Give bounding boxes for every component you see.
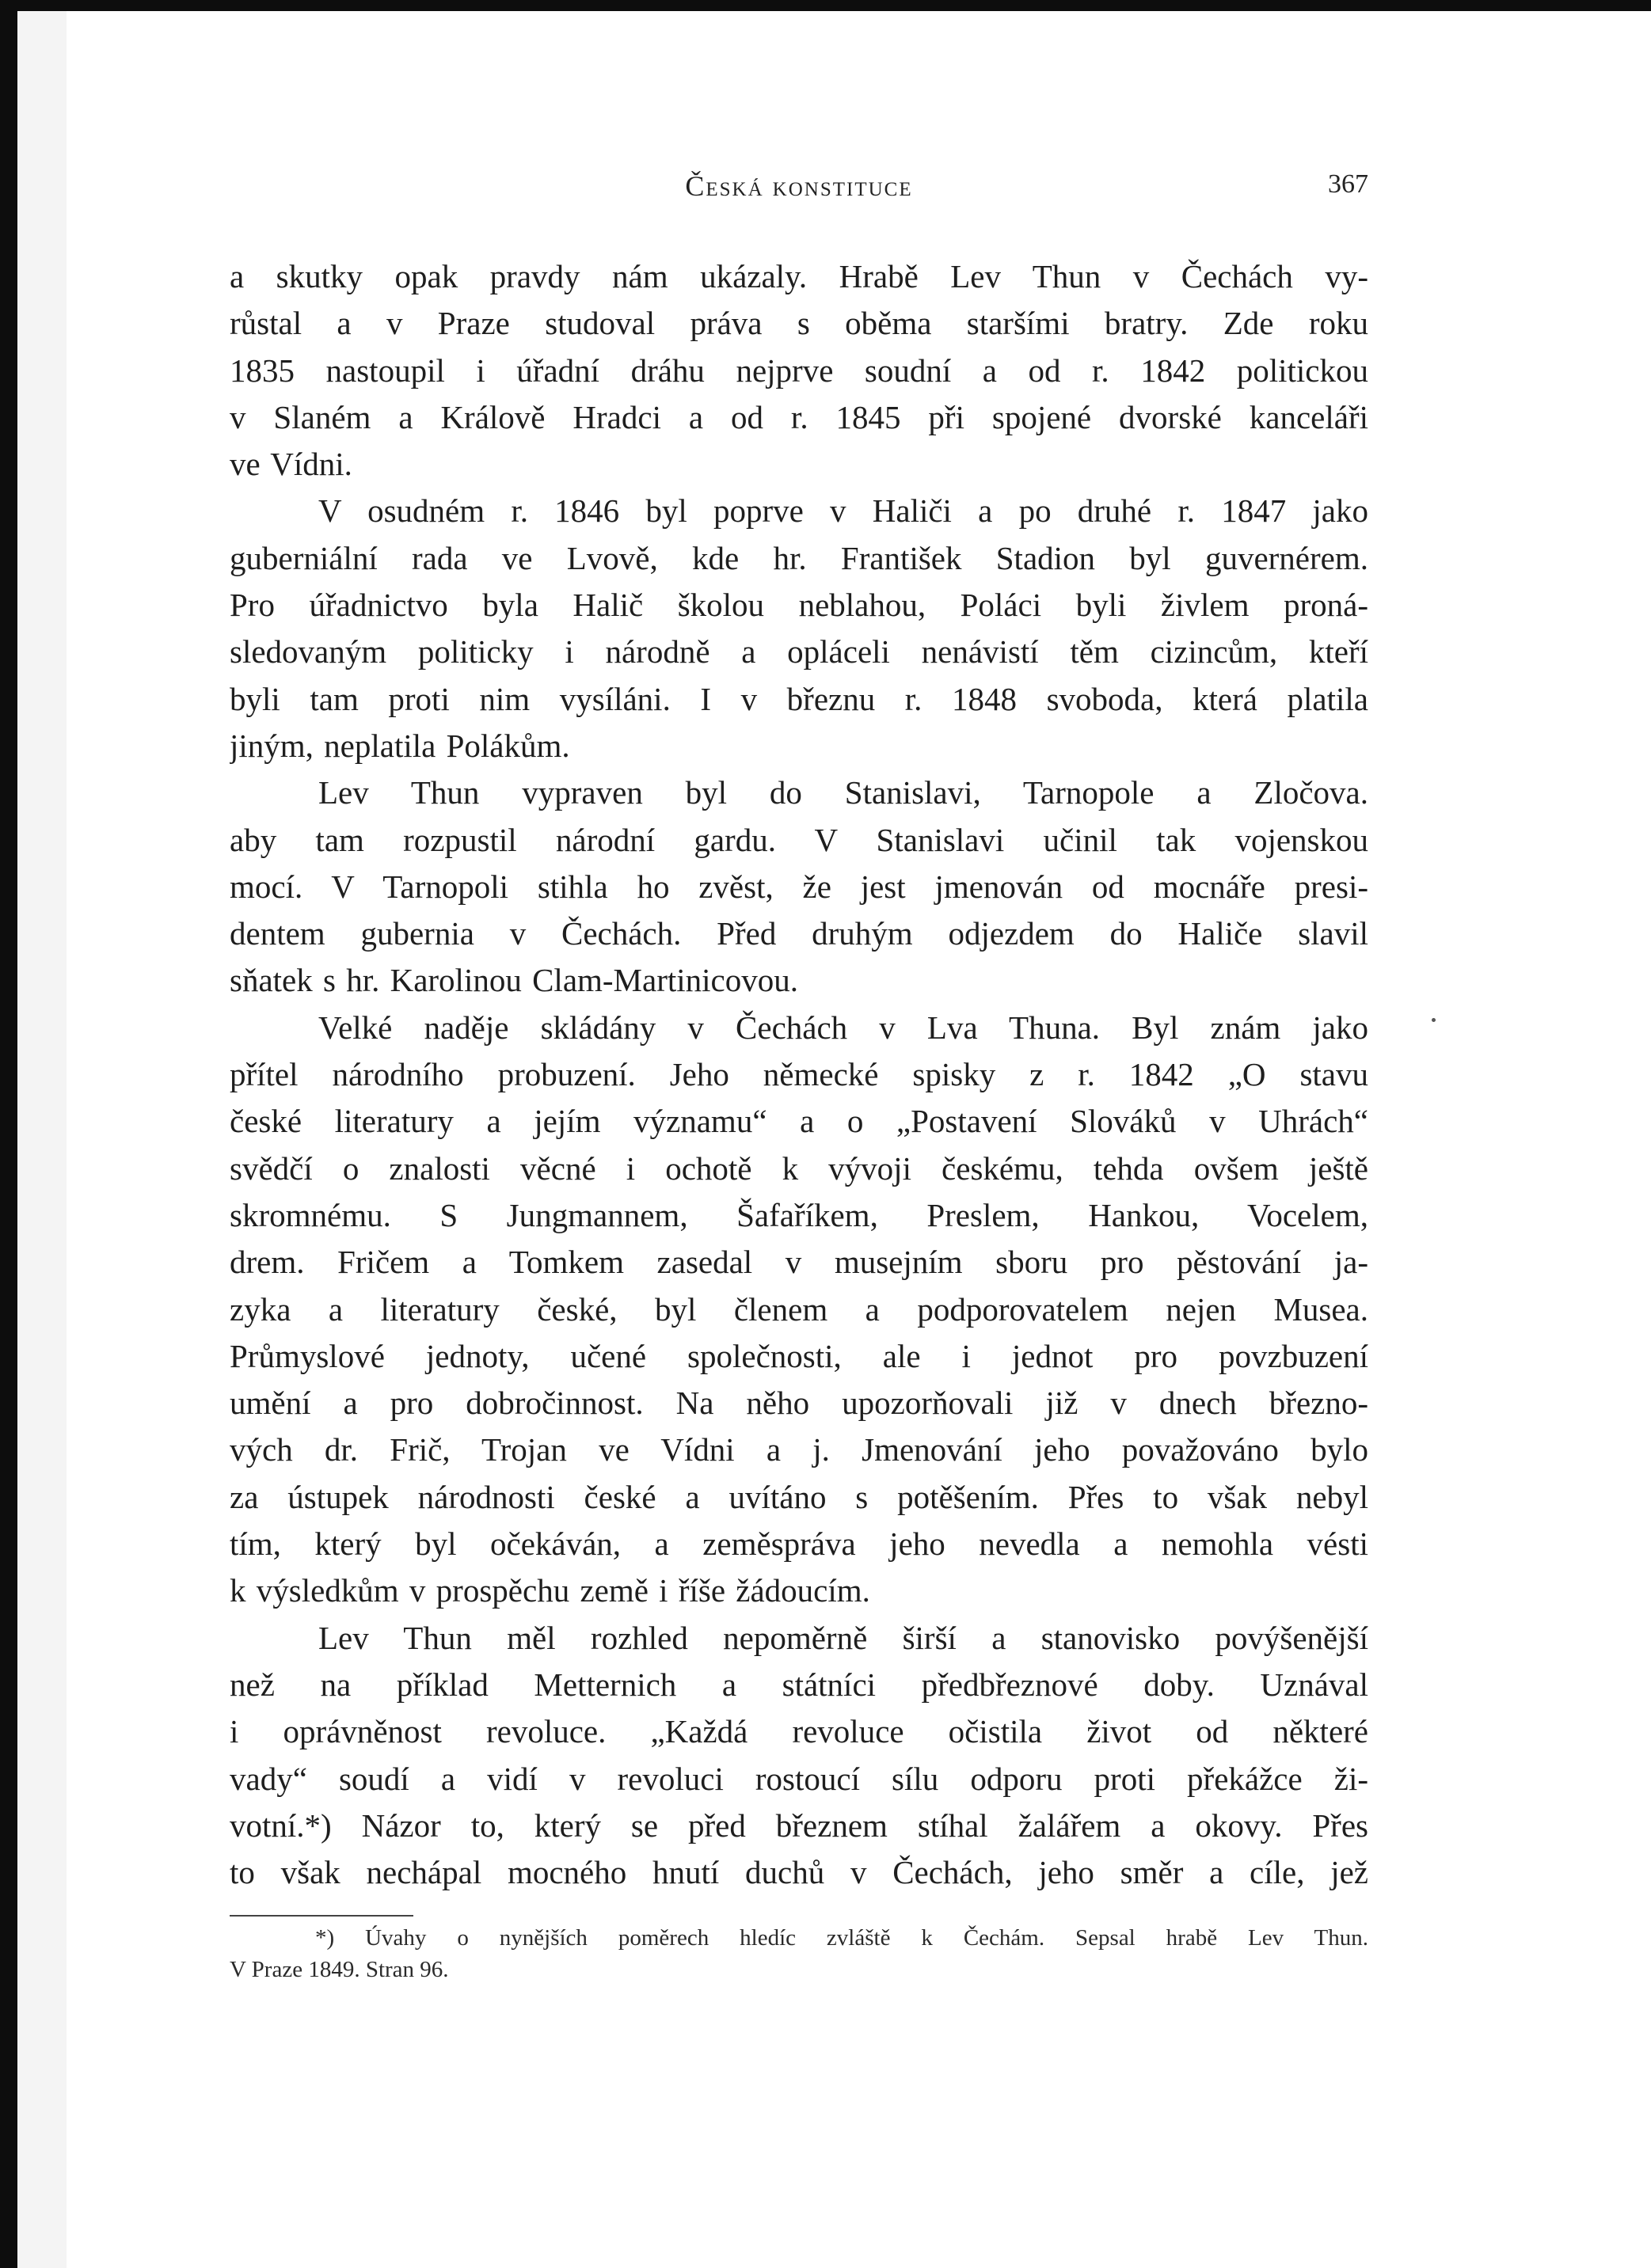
text-line: Lev Thun vypraven byl do Stanislavi, Tarnopole a Zločova. [318, 774, 1368, 811]
running-title: Česká konstituce [685, 170, 913, 202]
text-line: k výsledkům v prospěchu země i říše žádoucím. [230, 1572, 870, 1609]
footnote-divider [230, 1915, 413, 1917]
text-line: tím, který byl očekáván, a zeměspráva jeho nevedla a nemohla vésti [230, 1525, 1368, 1563]
text-line: Průmyslové jednoty, učené společnosti, ale i jednot pro povzbuzení [230, 1337, 1368, 1374]
text-line: růstal a v Praze studoval práva s oběma staršími bratry. Zde roku [230, 305, 1368, 342]
footnote [230, 1922, 1368, 1985]
text-line: vady“ soudí a vidí v revoluci rostoucí sílu odporu proti překážce ži- [230, 1760, 1368, 1797]
paragraph-3 [230, 769, 1368, 1004]
text-line: ve Vídni. [230, 446, 352, 483]
paragraph-5 [230, 1615, 1368, 1897]
text-line: umění a pro dobročinnost. Na něho upozorňovali již v dnech březno- [230, 1385, 1368, 1422]
text-line: sňatek s hr. Karolinou Clam-Martinicovou. [230, 962, 798, 999]
text-line: přítel národního probuzení. Jeho německé spisky z r. 1842 „O stavu [230, 1056, 1368, 1093]
text-line: než na příklad Metternich a státníci předbřeznové doby. Uznával [230, 1666, 1368, 1703]
text-line: jiným, neplatila Polákům. [230, 727, 570, 764]
text-line: Pro úřadnictvo byla Halič školou neblahou, Poláci byli živlem proná- [230, 587, 1368, 624]
page-number: 367 [1328, 169, 1368, 199]
text-line: to však nechápal mocného hnutí duchů v Čechách, jeho směr a cíle, jež [230, 1854, 1368, 1891]
text-line: zyka a literatury české, byl členem a podporovatelem nejen Musea. [230, 1290, 1368, 1328]
text-line: za ústupek národnosti české a uvítáno s potěšením. Přes to však nebyl [230, 1478, 1368, 1515]
running-head [230, 169, 1368, 204]
text-line: Velké naděje skládány v Čechách v Lva Thuna. Byl znám jako [318, 1009, 1368, 1046]
text-line: V osudném r. 1846 byl poprve v Haliči a po druhé r. 1847 jako [318, 492, 1368, 530]
paragraph-2 [230, 488, 1368, 769]
body-text [230, 253, 1368, 1896]
text-line: votní.*) Názor to, který se před březnem stíhal žalářem a okovy. Přes [230, 1806, 1368, 1844]
text-line: mocí. V Tarnopoli stihla ho zvěst, že jest jmenován od mocnáře presi- [230, 868, 1368, 905]
paragraph-4 [230, 1005, 1368, 1615]
paragraph-1 [230, 253, 1368, 488]
scan-speck [1432, 1018, 1436, 1022]
text-line: i oprávněnost revoluce. „Každá revoluce očistila život od některé [230, 1713, 1368, 1750]
text-line: svědčí o znalosti věcné i ochotě k vývoji českému, tehda ovšem ještě [230, 1149, 1368, 1187]
text-line: 1835 nastoupil i úřadní dráhu nejprve soudní a od r. 1842 politickou [230, 351, 1368, 389]
text-line: vých dr. Frič, Trojan ve Vídni a j. Jmenování jeho považováno bylo [230, 1431, 1368, 1468]
text-line: skromnému. S Jungmannem, Šafaříkem, Preslem, Hankou, Vocelem, [230, 1196, 1368, 1233]
text-line: guberniální rada ve Lvově, kde hr. František Stadion byl guvernérem. [230, 539, 1368, 576]
text-line: a skutky opak pravdy nám ukázaly. Hrabě Lev Thun v Čechách vy- [230, 258, 1368, 294]
text-line: Lev Thun měl rozhled nepoměrně širší a stanovisko povýšenější [318, 1619, 1368, 1656]
text-line: aby tam rozpustil národní gardu. V Stanislavi učinil tak vojenskou [230, 821, 1368, 858]
text-line: byli tam proti nim vysíláni. I v březnu r. 1848 svoboda, která platila [230, 680, 1368, 717]
text-line: v Slaném a Králově Hradci a od r. 1845 při spojené dvorské kanceláři [230, 398, 1368, 435]
text-line: sledovaným politicky i národně a opláceli nenávistí těm cizincům, kteří [230, 633, 1368, 671]
footnote-line: *) Úvahy o nynějších poměrech hledíc zvláště k Čechám. Sepsal hrabě Lev Thun. [315, 1925, 1368, 1951]
text-line: dentem gubernia v Čechách. Před druhým odjezdem do Haliče slavil [230, 915, 1368, 952]
text-line: české literatury a jejím významu“ a o „Postavení Slováků v Uhrách“ [230, 1103, 1368, 1140]
text-line: drem. Fričem a Tomkem zasedal v musejním sboru pro pěstování ja- [230, 1244, 1368, 1281]
footnote-line: V Praze 1849. Stran 96. [230, 1957, 449, 1982]
